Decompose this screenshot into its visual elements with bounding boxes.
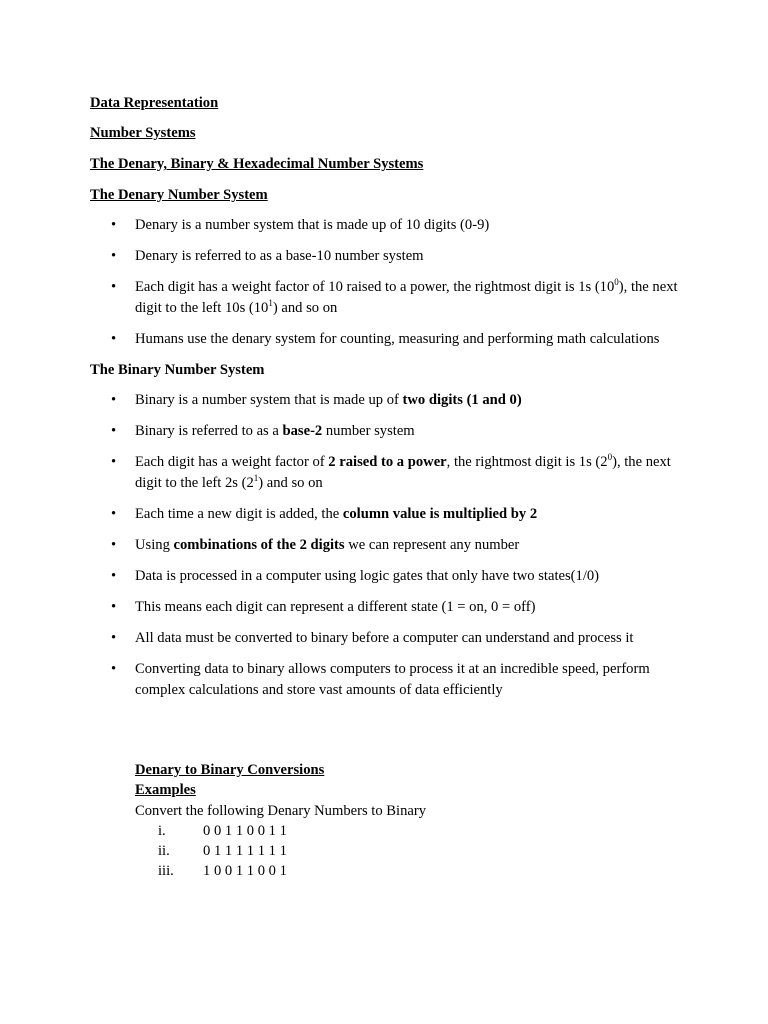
bullet-text: Binary is a number system that is made up of	[135, 392, 403, 408]
example-number: ii.	[158, 843, 170, 860]
bold-text: base-2	[282, 423, 323, 439]
bullet-text: Humans use the denary system for counting, measuring and performing math calculations	[135, 331, 660, 347]
superscript-exponent: 1	[268, 298, 273, 309]
example-row	[135, 861, 655, 881]
example-value: 0 0 1 1 0 0 1 1	[203, 823, 287, 840]
bold-text: two digits (1 and 0)	[402, 392, 522, 408]
example-number: iii.	[158, 863, 174, 880]
list-item	[90, 566, 690, 587]
superscript-exponent: 0	[607, 452, 613, 463]
heading-three-systems: The Denary, Binary & Hexadecimal Number Systems	[90, 156, 424, 172]
bold-text: column value is multiplied by 2	[342, 506, 538, 522]
list-item	[90, 421, 690, 442]
examples-label: Examples	[135, 782, 196, 799]
conversions-title: Denary to Binary Conversions	[135, 762, 325, 778]
bullet-text: , the rightmost digit is 1s (2	[446, 454, 608, 470]
list-item	[90, 504, 690, 525]
bullet-text: ), the next digit to the left 2s (2	[135, 454, 671, 491]
bullet-text: Each digit has a weight factor of	[135, 454, 329, 470]
example-row	[135, 841, 655, 861]
bold-text: combinations of the 2 digits	[173, 537, 345, 553]
heading-data-representation: Data Representation	[90, 95, 219, 111]
conversions-section	[135, 760, 655, 881]
list-item	[90, 535, 690, 556]
bullet-text: This means each digit can represent a different state (1 = on, 0 = off)	[135, 599, 536, 615]
bullet-text: All data must be converted to binary before a computer can understand and process it	[135, 630, 634, 646]
heading-number-systems: Number Systems	[90, 125, 196, 141]
list-item	[90, 452, 690, 494]
list-item	[90, 390, 690, 411]
bold-text: 2 raised to a power	[328, 454, 447, 470]
bullet-text: ) and so on	[272, 300, 338, 316]
conversions-instruction: Convert the following Denary Numbers to Binary	[135, 802, 427, 819]
superscript-exponent: 1	[253, 473, 259, 484]
bullet-text: Each time a new digit is added, the	[135, 506, 343, 522]
heading-denary-system: The Denary Number System	[90, 187, 268, 203]
heading-binary-system: The Binary Number System	[90, 362, 265, 378]
binary-bullet-list	[90, 390, 690, 711]
bullet-text: Denary is referred to as a base-10 number system	[135, 248, 424, 264]
list-item	[90, 628, 690, 649]
bullet-text: Converting data to binary allows computers to process it at an incredible speed, perform complex calculations and store vast amounts of data efficiently	[135, 661, 650, 698]
bullet-text: Data is processed in a computer using logic gates that only have two states(1/0)	[135, 568, 600, 584]
bullet-text: Denary is a number system that is made up of 10 digits (0-9)	[135, 217, 490, 233]
bullet-text: ), the next digit to the left 10s (10	[135, 279, 678, 316]
bullet-text: number system	[322, 423, 415, 439]
list-item	[90, 659, 690, 701]
list-item	[90, 246, 690, 267]
example-number: i.	[158, 823, 166, 840]
superscript-exponent: 0	[614, 277, 619, 288]
example-value: 0 1 1 1 1 1 1 1	[203, 843, 287, 860]
example-row	[135, 821, 655, 841]
example-value: 1 0 0 1 1 0 0 1	[203, 863, 287, 880]
list-item	[90, 277, 690, 319]
list-item	[90, 215, 690, 236]
bullet-text: ) and so on	[258, 475, 323, 491]
bullet-text: we can represent any number	[344, 537, 520, 553]
denary-bullet-list	[90, 215, 690, 360]
list-item	[90, 329, 690, 350]
bullet-text: Each digit has a weight factor of 10 raised to a power, the rightmost digit is 1s (10	[135, 279, 615, 295]
list-item	[90, 597, 690, 618]
bullet-text: Using	[135, 537, 174, 553]
bullet-text: Binary is referred to as a	[135, 423, 283, 439]
